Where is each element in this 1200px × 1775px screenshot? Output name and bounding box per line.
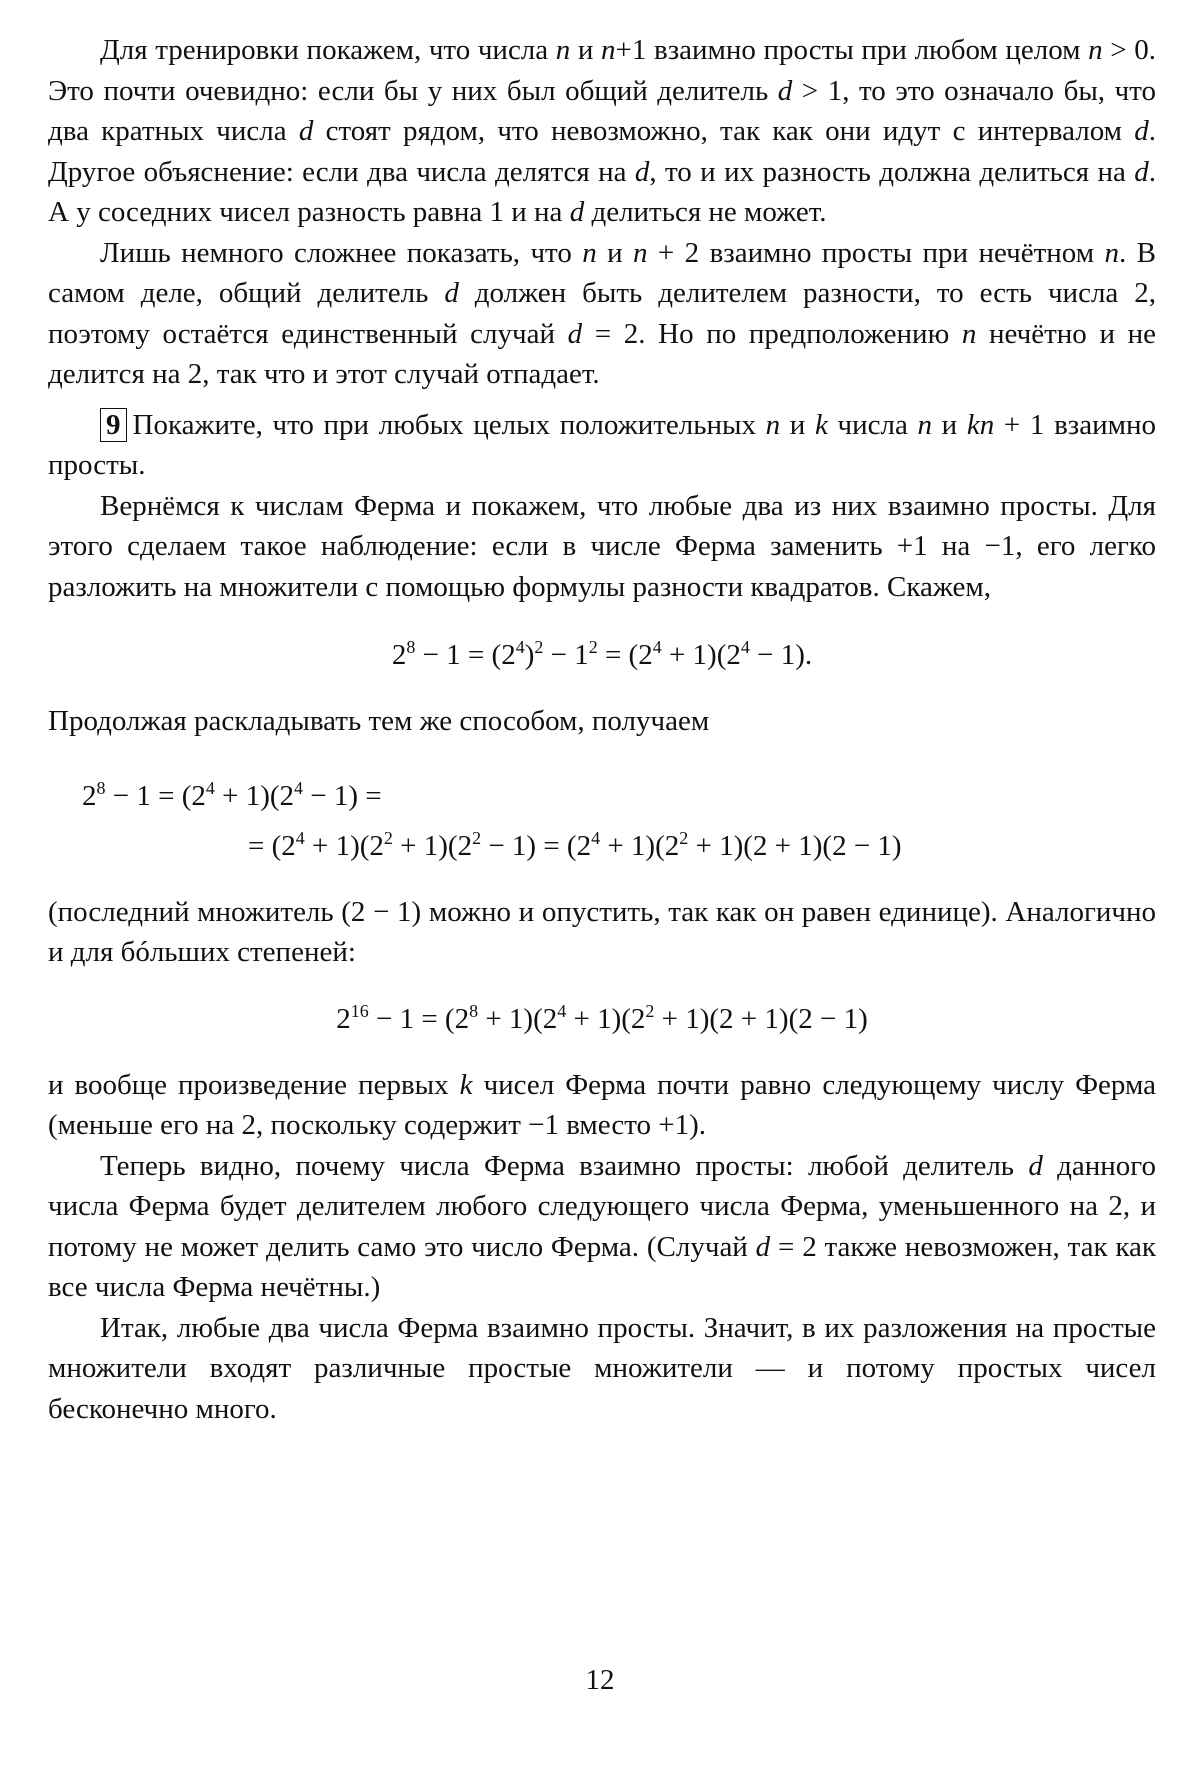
paragraph-1: Для тренировки покажем, что числа n и n+1 взаимно просты при любом целом n > 0. Это почти очевидно: если бы у них был общий делитель d > 1, то это означало бы, что два кратных числа d стоят рядом, что невозможно, так как они идут с интервалом d. Другое объяснение: если два числа делятся на d, то и их разность должна делиться на d. А у соседних чисел разность равна 1 и на d делиться не может. [48, 34, 1156, 228]
formula-line-2: = $(2^4 + 1)(2^2 + 1)(2^2 - 1) = (2^4 + 1)(2^2 + 1)(2 + 1)(2 - 1)$ [248, 827, 902, 862]
paragraph-7: Теперь видно, почему числа Ферма взаимно просты: любой делитель d данного числа Ферма будет делителем любого следующего числа Ферма, уменьшенного на 2, и потому не может делить само это число Ферма. (Случай d = 2 также невозможен, так как все числа Ферма нечётны.) [48, 1149, 1156, 1303]
paragraph-4: Продолжая раскладывать тем же способом, получаем [48, 705, 710, 737]
math-variable: d [444, 277, 459, 309]
formula-difference-of-squares: $2^8 - 1 = (2^4)^2 - 1^2 = (2^4 + 1)(2^4 - 1)$. [391, 636, 813, 671]
math-variable: d [1134, 155, 1149, 188]
math-variable: n [633, 236, 648, 269]
math-variable: n [1104, 236, 1119, 269]
paragraph-8: Итак, любые два числа Ферма взаимно просты. Значит, в их разложения на простые множители входят различные простые множители — и потому простых чисел бесконечно много. [48, 1311, 1156, 1425]
math-variable: n [582, 236, 597, 269]
page-number: 12 [585, 1664, 615, 1696]
formula-line-1: $2^8 - 1 = (2^4 + 1)(2^4 - 1)$ = [82, 777, 382, 812]
math-variable: n [601, 34, 616, 66]
math-variable: n [961, 317, 977, 350]
math-variable: d [298, 115, 314, 147]
formula-factorization-2-8 [48, 776, 1156, 866]
math-variable: k [459, 1068, 473, 1101]
math-variable: n [917, 408, 933, 441]
math-variable: n [1088, 34, 1103, 66]
exercise-9: 9 Покажите, что при любых целых положительных n и k числа n и kn + 1 взаимно просты. [48, 408, 1157, 481]
formula-factorization-2-16: $2^{16} - 1 = (2^8 + 1)(2^4 + 1)(2^2 + 1)(2 + 1)(2 - 1)$ [336, 1000, 868, 1035]
paragraph-3: Вернёмся к числам Ферма и покажем, что любые два из них взаимно просты. Для этого сделаем такое наблюдение: если в числе Ферма заменить +1 на −1, его легко разложить на множители с помощью формулы разности квадратов. Скажем, [48, 489, 1156, 603]
math-variable: kn [966, 408, 995, 441]
math-variable: d [569, 196, 585, 228]
math-variable: n [765, 408, 781, 441]
math-variable: d [567, 317, 583, 350]
paragraph-5: (последний множитель (2 − 1) можно и опустить, так как он равен единице). Аналогично и для бóльших степеней: [48, 895, 1156, 968]
paragraph-6: и вообще произведение первых k чисел Ферма почти равно следующему числу Ферма (меньше его на 2, поскольку содержит −1 вместо +1). [48, 1068, 1156, 1141]
math-variable: d [1028, 1149, 1043, 1182]
paragraph-2: Лишь немного сложнее показать, что n и n + 2 взаимно просты при нечётном n. В самом деле, общий делитель d должен быть делителем разности, то есть числа 2, поэтому остаётся единственный случай d = 2. Но по предположению n нечётно и не делится на 2, так что и этот случай отпадает. [48, 236, 1157, 390]
math-variable: d [1134, 115, 1149, 147]
math-variable: d [777, 74, 793, 107]
exercise-number: 9 [100, 408, 127, 442]
math-variable: n [555, 34, 571, 66]
math-variable: k [814, 408, 828, 441]
math-variable: d [634, 155, 650, 188]
body-text [48, 30, 1156, 1429]
math-variable: d [755, 1230, 771, 1263]
